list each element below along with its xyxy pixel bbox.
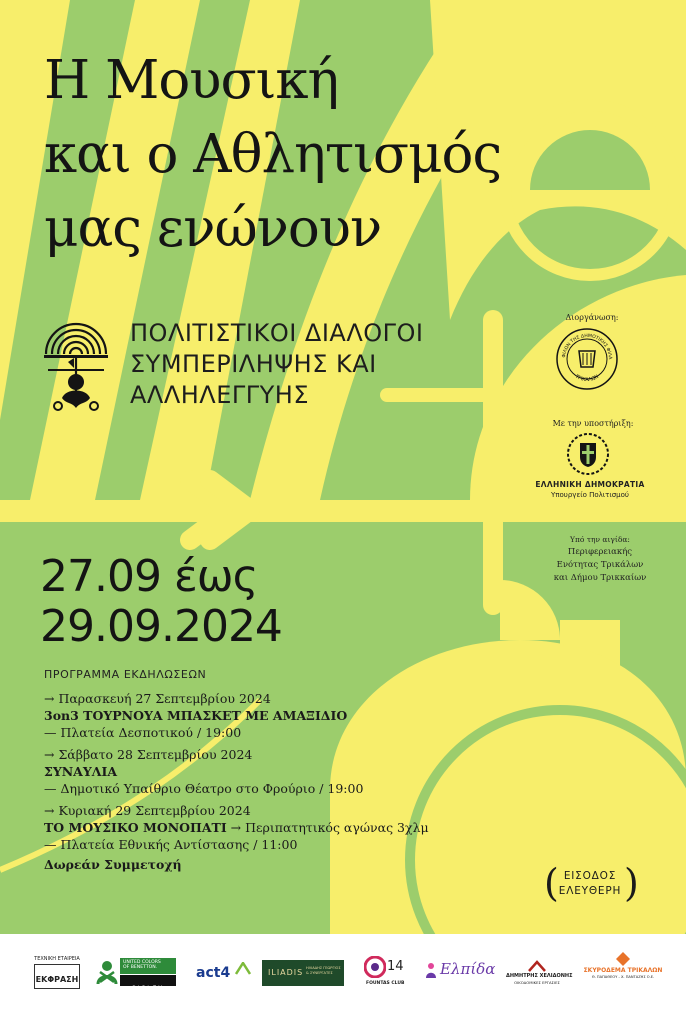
iliadis-name: ILIADIS — [268, 968, 304, 977]
program-3-place: — Πλατεία Εθνικής Αντίστασης / 11:00 — [44, 837, 298, 852]
act4-swoosh-icon — [235, 962, 251, 976]
ekfrasi-name: ΕΚΦΡΑΣΗ — [35, 975, 79, 984]
entry-line-1: ΕΙΣΟΔΟΣ — [563, 870, 617, 882]
chelidonis-logo — [506, 960, 573, 985]
act4-logo — [196, 962, 251, 981]
support-label: Με την υποστήριξη: — [552, 419, 634, 428]
program-2-event: ΣΥΝΑΥΛΙΑ — [44, 764, 118, 779]
right-paren-icon: ) — [624, 861, 639, 905]
fountas-emblem-icon — [364, 956, 386, 978]
title-line-2: και ο Αθλητισμός — [44, 124, 502, 185]
iliadis-logo — [262, 960, 344, 986]
greek-emblem-icon — [565, 431, 611, 477]
svg-text:ΣΥΛΛΟΓΟΣ ΦΙΛΩΝ ΤΗΣ ΔΗΜΟΤΙΚΗΣ Φ — [555, 327, 613, 360]
greek-republic-label: ΕΛΛΗΝΙΚΗ ΔΗΜΟΚΡΑΤΙΑ — [535, 480, 645, 489]
sponsor-strip — [0, 934, 686, 1024]
skyrodema-sub: Θ. ΠΑΠΑΘΕΟΥ - Χ. ΠΑΝΤΑΖΗΣ Ο.Ε. — [591, 975, 655, 979]
patronage-text — [540, 533, 660, 585]
chelidonis-name: ΔΗΜΗΤΡΗΣ ΧΕΛΙΔΟΝΗΣ — [506, 973, 573, 979]
title-line-1: Η Μουσική — [44, 50, 339, 111]
iliadis-sub: ΗΛΙΑΔΗΣ ΓΕΩΡΓΙΟΣ & ΣΥΝΕΡΓΑΤΕΣ — [306, 966, 341, 975]
benetton-mid: OF BENETTON. — [123, 965, 158, 970]
free-participation: Δωρεάν Συμμετοχή — [44, 857, 182, 872]
ministry-label: Υπουργείο Πολιτισμού — [551, 491, 629, 499]
dialogues-line-3: ΑΛΛΗΛΕΓΓΥΗΣ — [130, 381, 309, 409]
date-line-1: 27.09 έως — [40, 551, 258, 602]
program-2-date: → Σάββατο 28 Σεπτεμβρίου 2024 — [44, 747, 253, 762]
ekfrasi-logo — [34, 956, 80, 989]
ekfrasi-top: ΤΕΧΝΙΚΗ ΕΤΑΙΡΕΙΑ — [34, 956, 80, 962]
sisley-name: SISLEY — [131, 985, 165, 992]
organizer-label: Διοργάνωση: — [565, 313, 619, 322]
chelidonis-sub: ΟΙΚΟΔΟΜΙΚΕΣ ΕΡΓΑΣΙΕΣ — [514, 980, 560, 985]
benetton-top: UNITED COLORS — [123, 960, 161, 965]
event-dates — [40, 552, 282, 652]
program-3-date: → Κυριακή 29 Σεπτεμβρίου 2024 — [44, 803, 251, 818]
act4-name: act4 — [196, 965, 231, 981]
free-entry-badge — [544, 861, 639, 905]
dialogues-line-1: ΠΟΛΙΤΙΣΤΙΚΟΙ ΔΙΑΛΟΓΟΙ — [130, 319, 424, 347]
dialogues-logo-icon — [40, 318, 112, 413]
entry-line-2: ΕΛΕΥΘΕΡΗ — [558, 885, 622, 897]
seal-top-text: ΦΙΛΩΝ ΤΗΣ ΔΗΜΟΤΙΚΗΣ ΦΙΛΑ — [561, 333, 613, 360]
vertical-bar — [483, 310, 503, 615]
title-line-3: μας ενώνουν — [44, 198, 382, 259]
program-3-event-extra: → Περιπατητικός αγώνας 3χλμ — [230, 820, 429, 835]
house-icon — [528, 960, 546, 972]
program-2-place: — Δημοτικό Υπαίθριο Θέατρο στο Φρούριο / 19:00 — [44, 781, 364, 796]
patronage-line-1: Υπό την αιγίδα: — [570, 535, 630, 544]
fountas-number: 14 — [387, 959, 404, 974]
sisley-box — [120, 975, 176, 992]
program-1-date: → Παρασκευή 27 Σεπτεμβρίου 2024 — [44, 691, 271, 706]
patronage-line-2: Περιφερειακής — [567, 547, 633, 557]
fountas-logo — [362, 956, 408, 990]
patronage-line-3: Ενότητας Τρικάλων — [556, 560, 644, 570]
dialogues-title — [130, 318, 423, 411]
seal-bottom-text: ΤΡΙΚΑΛΩΝ — [574, 373, 600, 384]
left-paren-icon: ( — [544, 861, 559, 905]
skyrodema-name: ΣΚΥΡΟΔΕΜΑ ΤΡΙΚΑΛΩΝ — [583, 967, 663, 974]
elpida-name: Ελπίδα — [440, 960, 496, 978]
date-line-2: 29.09.2024 — [40, 601, 282, 652]
elpida-figure-icon — [424, 962, 438, 980]
svg-text:ΤΡΙΚΑΛΩΝ — [573, 373, 600, 383]
checker-shape-2 — [500, 580, 560, 640]
patronage-line-4: και Δήμου Τρικκαίων — [553, 573, 647, 583]
poster-title — [44, 44, 501, 266]
program-1-event: 3on3 ΤΟΥΡΝΟΥΑ ΜΠΑΣΚΕΤ ΜΕ ΑΜΑΞΙΔΙΟ — [44, 708, 348, 723]
benetton-knot-icon — [96, 960, 118, 986]
benetton-box — [120, 958, 176, 974]
program-1-place: — Πλατεία Δεσποτικού / 19:00 — [44, 725, 242, 740]
skyrodema-logo — [582, 952, 664, 979]
fountas-name: FOUNTAS CLUB — [366, 981, 405, 986]
program-3-event-row — [44, 819, 429, 836]
program-3-event: ΤΟ ΜΟΥΣΙΚΟ ΜΟΝΟΠΑΤΙ — [44, 820, 227, 835]
dialogues-line-2: ΣΥΜΠΕΡΙΛΗΨΗΣ ΚΑΙ — [130, 350, 377, 378]
ekfrasi-box — [34, 964, 80, 989]
organizer-seal-icon — [555, 327, 619, 391]
horizontal-band — [0, 500, 686, 522]
skyrodema-icon — [616, 952, 630, 966]
program-heading: ΠΡΟΓΡΑΜΜΑ ΕΚΔΗΛΩΣΕΩΝ — [44, 668, 207, 681]
program-list — [44, 690, 429, 873]
